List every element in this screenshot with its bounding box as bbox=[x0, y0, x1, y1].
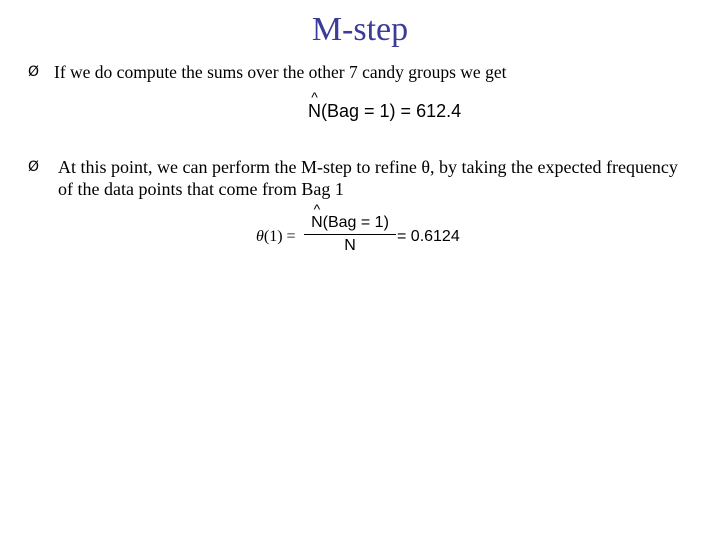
arrow-bullet-icon: Ø bbox=[28, 159, 40, 175]
theta-symbol: θ bbox=[256, 228, 264, 245]
fraction-numerator bbox=[304, 208, 396, 232]
fraction bbox=[304, 208, 396, 257]
lhs-argument: (1) = bbox=[263, 228, 296, 245]
slide-title: M-step bbox=[311, 11, 409, 48]
numerator-argument: (Bag = 1) bbox=[322, 214, 389, 231]
arrow-bullet-icon: Ø bbox=[28, 64, 40, 80]
bullet-text-2: At this point, we can perform the M-step to refine θ, by taking the expected frequency of the data points that come from Bag 1 bbox=[58, 157, 678, 199]
n-hat-symbol: ^ N bbox=[308, 98, 321, 124]
equation-lhs bbox=[256, 228, 296, 246]
equation-rhs: = 0.6124 bbox=[397, 228, 460, 245]
equation-n-hat-bag1 bbox=[308, 98, 461, 124]
equation-argument: (Bag = 1) bbox=[321, 101, 396, 121]
equation-value: 612.4 bbox=[416, 101, 462, 121]
fraction-denominator: N bbox=[344, 237, 356, 254]
n-hat-symbol: ^ N bbox=[311, 208, 323, 238]
equation-equals: = bbox=[395, 101, 417, 121]
bullet-text-1: If we do compute the sums over the other 7 candy groups we get bbox=[54, 62, 507, 82]
